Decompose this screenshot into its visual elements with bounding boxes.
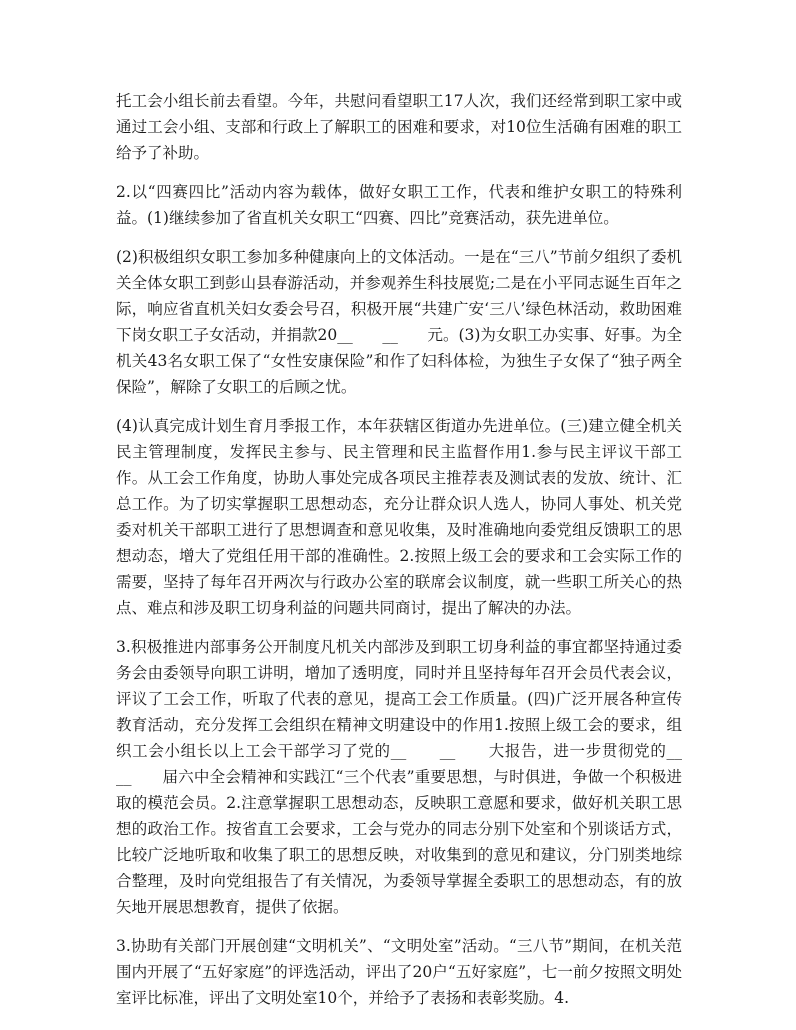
paragraph-6: 3.协助有关部门开展创建“文明机关”、“文明处室”活动。“三八节”期间，在机关范围内开展了“五好家庭”的评选活动，评出了20户“五好家庭”，七一前夕按照文明处室评比标准，评出了文明处室10个，并给予了表扬和表彰奖励。4.	[116, 937, 682, 1007]
document-page	[116, 88, 712, 1024]
paragraph-2: 2.以“四赛四比”活动内容为载体，做好女职工工作，代表和维护女职工的特殊利益。(1)继续参加了省直机关女职工“四赛、四比”竞赛活动，获先进单位。	[116, 183, 682, 227]
paragraph-1: 托工会小组长前去看望。今年，共慰问看望职工17人次，我们还经常到职工家中或通过工会小组、支部和行政上了解职工的困难和要求，对10位生活确有困难的职工给予了补助。	[116, 92, 682, 162]
paragraph-3: (2)积极组织女职工参加多种健康向上的文体活动。一是在“三八”节前夕组织了委机关全体女职工到彭山县春游活动，并参观养生科技展览;二是在小平同志诞生百年之际，响应省直机关妇女委会号召，积极开展“共建广安‘三八’绿色林活动，救助困难下岗女职工子女活动，并捐款20__ __ 元。(3)为女职工办实事、好事。为全机关43名女职工保了“女性安康保险”和作了妇科体检，为独生子女保了“独子两全保险”，解除了女职工的后顾之忧。	[116, 248, 682, 396]
paragraph-4: (4)认真完成计划生育月季报工作，本年获辖区街道办先进单位。(三)建立健全机关民主管理制度，发挥民主参与、民主管理和民主监督作用1.参与民主评议干部工作。从工会工作角度，协助人事处完成各项民主推荐表及测试表的发放、统计、汇总工作。为了切实掌握职工思想动态，充分让群众识人选人，协同人事处、机关党委对机关干部职工进行了思想调查和意见收集，及时准确地向委党组反馈职工的思想动态，增大了党组任用干部的准确性。2.按照上级工会的要求和工会实际工作的需要，坚持了每年召开两次与行政办公室的联席会议制度，就一些职工所关心的热点、难点和涉及职工切身利益的问题共同商讨，提出了解决的办法。	[116, 417, 682, 617]
paragraph-5: 3.积极推进内部事务公开制度凡机关内部涉及到职工切身利益的事宜都坚持通过委务会由委领导向职工讲明，增加了透明度，同时并且坚持每年召开会员代表会议，评议了工会工作，听取了代表的意见，提高工会工作质量。(四)广泛开展各种宣传教育活动，充分发挥工会组织在精神文明建设中的作用1.按照上级工会的要求，组织工会小组长以上工会干部学习了党的__ __ 大报告，进一步贯彻党的__ __ 届六中全会精神和实践江“三个代表”重要思想，与时俱进，争做一个积极进取的模范会员。2.注意掌握职工思想动态，反映职工意愿和要求，做好机关职工思想的政治工作。按省直工会要求，工会与党办的同志分别下处室和个别谈话方式，比较广泛地听取和收集了职工的思想反映，对收集到的意见和建议，分门别类地综合整理，及时向党组报告了有关情况，为委领导掌握全委职工的思想动态，有的放矢地开展思想教育，提供了依据。	[116, 638, 712, 916]
